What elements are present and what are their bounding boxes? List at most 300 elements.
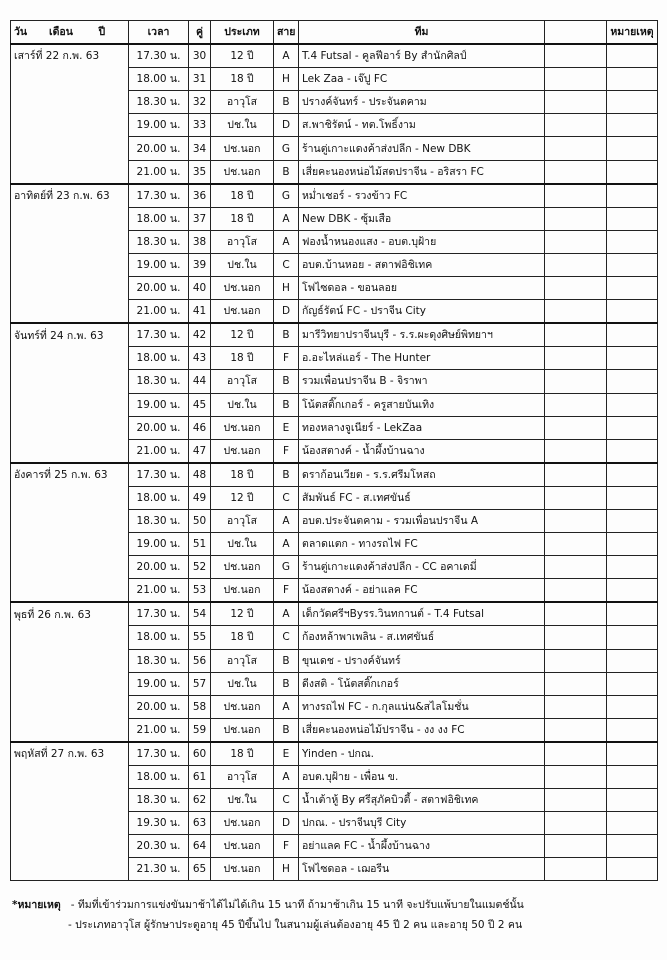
remarks-cell <box>607 626 658 649</box>
match-teams: ฟองน้ำหนองแสง - อบต.บุฝ้าย <box>299 230 545 253</box>
remarks-cell <box>607 207 658 230</box>
match-row <box>11 253 658 276</box>
blank-cell <box>545 370 607 393</box>
match-group: B <box>274 718 299 742</box>
match-row <box>11 556 658 579</box>
match-time: 17.30 น. <box>129 44 189 68</box>
match-time: 20.00 น. <box>129 416 189 439</box>
remarks-cell <box>607 137 658 160</box>
match-group: F <box>274 347 299 370</box>
day-cell-empty <box>11 533 129 556</box>
blank-cell <box>545 439 607 463</box>
match-row <box>11 91 658 114</box>
match-row <box>11 695 658 718</box>
blank-cell <box>545 416 607 439</box>
match-time: 18.00 น. <box>129 68 189 91</box>
match-time: 19.00 น. <box>129 114 189 137</box>
match-number: 36 <box>189 184 211 208</box>
remarks-cell <box>607 370 658 393</box>
match-row <box>11 858 658 881</box>
blank-cell <box>545 812 607 835</box>
match-time: 20.00 น. <box>129 277 189 300</box>
day-cell-empty <box>11 649 129 672</box>
note-1 <box>12 895 657 915</box>
blank-cell <box>545 789 607 812</box>
match-group: D <box>274 114 299 137</box>
match-time: 17.30 น. <box>129 742 189 766</box>
match-group: H <box>274 68 299 91</box>
day-cell-empty <box>11 626 129 649</box>
match-time: 18.30 น. <box>129 230 189 253</box>
blank-cell <box>545 91 607 114</box>
match-category: 18 ปี <box>211 184 274 208</box>
match-number: 53 <box>189 579 211 603</box>
blank-cell <box>545 626 607 649</box>
day-cell-empty <box>11 207 129 230</box>
match-number: 46 <box>189 416 211 439</box>
day-label: เสาร์ที่ 22 ก.พ. 63 <box>11 44 129 68</box>
remarks-cell <box>607 579 658 603</box>
match-number: 41 <box>189 300 211 324</box>
match-category: 18 ปี <box>211 463 274 487</box>
remarks-cell <box>607 649 658 672</box>
remarks-cell <box>607 300 658 324</box>
match-teams: ทองหลางจูเนียร์ - LekZaa <box>299 416 545 439</box>
match-category: ปช.นอก <box>211 579 274 603</box>
match-teams: ขุนเดช - ปรางค์จันทร์ <box>299 649 545 672</box>
match-teams: น้องสตางค์ - น้ำผึ้งบ้านฉาง <box>299 439 545 463</box>
match-teams: ร้านตู่เกาะแดงค้าส่งปลีก - New DBK <box>299 137 545 160</box>
match-row <box>11 626 658 649</box>
remarks-cell <box>607 533 658 556</box>
match-row <box>11 835 658 858</box>
match-teams: Lek Zaa - เจ๊ปู FC <box>299 68 545 91</box>
match-group: F <box>274 579 299 603</box>
remarks-cell <box>607 556 658 579</box>
blank-cell <box>545 230 607 253</box>
remarks-cell <box>607 789 658 812</box>
match-number: 63 <box>189 812 211 835</box>
remarks-cell <box>607 44 658 68</box>
match-number: 42 <box>189 323 211 347</box>
day-cell-empty <box>11 300 129 324</box>
match-row <box>11 393 658 416</box>
remarks-cell <box>607 672 658 695</box>
remarks-cell <box>607 835 658 858</box>
match-group: A <box>274 230 299 253</box>
match-time: 18.00 น. <box>129 626 189 649</box>
match-number: 49 <box>189 486 211 509</box>
match-number: 64 <box>189 835 211 858</box>
remarks-cell <box>607 766 658 789</box>
match-time: 21.00 น. <box>129 579 189 603</box>
match-row <box>11 579 658 603</box>
match-category: อาวุโส <box>211 230 274 253</box>
match-number: 44 <box>189 370 211 393</box>
day-label: อาทิตย์ที่ 23 ก.พ. 63 <box>11 184 129 208</box>
match-category: ปช.ใน <box>211 789 274 812</box>
match-time: 17.30 น. <box>129 184 189 208</box>
day-cell-empty <box>11 439 129 463</box>
match-time: 18.00 น. <box>129 766 189 789</box>
match-number: 51 <box>189 533 211 556</box>
match-number: 52 <box>189 556 211 579</box>
match-category: ปช.นอก <box>211 858 274 881</box>
match-category: 18 ปี <box>211 626 274 649</box>
note-2-text: - ประเภทอาวุโส ผู้รักษาประตูอายุ 45 ปีขึ้นไป ในสนามผู้เล่นต้องอายุ 45 ปี 2 คน และอายุ 50 ปี 2 คน <box>68 919 523 931</box>
match-number: 35 <box>189 160 211 184</box>
day-cell-empty <box>11 789 129 812</box>
match-row <box>11 184 658 208</box>
match-category: อาวุโส <box>211 649 274 672</box>
remarks-cell <box>607 486 658 509</box>
match-number: 55 <box>189 626 211 649</box>
match-row <box>11 533 658 556</box>
day-cell-empty <box>11 579 129 603</box>
match-row <box>11 672 658 695</box>
match-group: D <box>274 300 299 324</box>
match-time: 19.30 น. <box>129 812 189 835</box>
match-number: 32 <box>189 91 211 114</box>
match-teams: โฟไซดอล - ขอนลอย <box>299 277 545 300</box>
blank-cell <box>545 556 607 579</box>
match-time: 18.30 น. <box>129 649 189 672</box>
day-cell-empty <box>11 858 129 881</box>
match-row <box>11 230 658 253</box>
match-group: A <box>274 509 299 532</box>
match-group: B <box>274 323 299 347</box>
header-day: วัน <box>14 26 28 39</box>
blank-cell <box>545 207 607 230</box>
match-teams: น้ำเต้าหู้ By ศรีสุภัคบิวตี้ - สตาฟอิชิเทค <box>299 789 545 812</box>
match-teams: ปรางค์จันทร์ - ประจันตคาม <box>299 91 545 114</box>
match-category: 18 ปี <box>211 347 274 370</box>
match-row <box>11 602 658 626</box>
day-cell-empty <box>11 718 129 742</box>
match-teams: ตลาดแตก - ทางรถไฟ FC <box>299 533 545 556</box>
blank-cell <box>545 509 607 532</box>
day-label: จันทร์ที่ 24 ก.พ. 63 <box>11 323 129 347</box>
match-category: 12 ปี <box>211 486 274 509</box>
remarks-cell <box>607 277 658 300</box>
header-day-month-year <box>11 21 129 45</box>
blank-cell <box>545 160 607 184</box>
schedule-body <box>11 44 658 881</box>
match-time: 21.00 น. <box>129 718 189 742</box>
match-group: D <box>274 812 299 835</box>
match-group: A <box>274 695 299 718</box>
match-category: 12 ปี <box>211 44 274 68</box>
match-group: A <box>274 766 299 789</box>
match-time: 21.00 น. <box>129 300 189 324</box>
match-teams: อบต.บุฝ้าย - เพื่อน ข. <box>299 766 545 789</box>
match-number: 37 <box>189 207 211 230</box>
match-row <box>11 277 658 300</box>
match-time: 20.00 น. <box>129 556 189 579</box>
match-number: 38 <box>189 230 211 253</box>
match-category: ปช.นอก <box>211 835 274 858</box>
note-label: *หมายเหตุ <box>12 899 61 911</box>
day-cell-empty <box>11 137 129 160</box>
match-number: 61 <box>189 766 211 789</box>
blank-cell <box>545 184 607 208</box>
match-group: A <box>274 207 299 230</box>
match-row <box>11 649 658 672</box>
match-teams: T.4 Futsal - คูลฟีอาร์ By สำนักศิลป์ <box>299 44 545 68</box>
match-teams: อบต.ประจันตคาม - รวมเพื่อนปราจีน A <box>299 509 545 532</box>
match-row <box>11 323 658 347</box>
remarks-cell <box>607 718 658 742</box>
day-cell-empty <box>11 370 129 393</box>
match-category: 18 ปี <box>211 68 274 91</box>
remarks-cell <box>607 439 658 463</box>
remarks-cell <box>607 160 658 184</box>
match-category: ปช.นอก <box>211 160 274 184</box>
day-label: พฤหัสที่ 27 ก.พ. 63 <box>11 742 129 766</box>
day-cell-empty <box>11 230 129 253</box>
blank-cell <box>545 68 607 91</box>
match-category: ปช.ใน <box>211 533 274 556</box>
match-time: 17.30 น. <box>129 323 189 347</box>
remarks-cell <box>607 323 658 347</box>
match-time: 20.00 น. <box>129 137 189 160</box>
day-cell-empty <box>11 556 129 579</box>
day-cell-empty <box>11 766 129 789</box>
match-teams: ทางรถไฟ FC - ก.กุลแน่น&สไลโมชั่น <box>299 695 545 718</box>
remarks-cell <box>607 509 658 532</box>
match-number: 39 <box>189 253 211 276</box>
match-teams: สัมพันธ์ FC - ส.เทศขันธ์ <box>299 486 545 509</box>
match-time: 20.30 น. <box>129 835 189 858</box>
match-group: C <box>274 789 299 812</box>
blank-cell <box>545 347 607 370</box>
match-category: 18 ปี <box>211 207 274 230</box>
blank-cell <box>545 766 607 789</box>
match-category: อาวุโส <box>211 91 274 114</box>
match-group: B <box>274 160 299 184</box>
match-row <box>11 207 658 230</box>
match-teams: Yinden - ปกณ. <box>299 742 545 766</box>
match-teams: โน้ตสติ๊กเกอร์ - ครูสายบันเทิง <box>299 393 545 416</box>
day-cell-empty <box>11 91 129 114</box>
match-teams: ดีงสติ - โน้ตสติ๊กเกอร์ <box>299 672 545 695</box>
match-teams: อย่าแลค FC - น้ำผึ้งบ้านฉาง <box>299 835 545 858</box>
match-number: 33 <box>189 114 211 137</box>
blank-cell <box>545 579 607 603</box>
match-category: 12 ปี <box>211 602 274 626</box>
match-row <box>11 44 658 68</box>
note-1-text: - ทีมที่เข้าร่วมการแข่งขันมาช้าได้ไม่ได้เกิน 15 นาที ถ้ามาช้าเกิน 15 นาที จะปรับแพ้บายในแมตช์นั้น <box>70 899 524 911</box>
match-row <box>11 370 658 393</box>
match-time: 17.30 น. <box>129 463 189 487</box>
match-time: 21.30 น. <box>129 858 189 881</box>
match-time: 17.30 น. <box>129 602 189 626</box>
match-time: 19.00 น. <box>129 253 189 276</box>
remarks-cell <box>607 184 658 208</box>
blank-cell <box>545 253 607 276</box>
blank-cell <box>545 277 607 300</box>
day-cell-empty <box>11 253 129 276</box>
match-number: 65 <box>189 858 211 881</box>
match-group: B <box>274 393 299 416</box>
blank-cell <box>545 858 607 881</box>
match-number: 56 <box>189 649 211 672</box>
match-teams: ปกณ. - ปราจีนบุรี City <box>299 812 545 835</box>
match-time: 18.00 น. <box>129 347 189 370</box>
match-number: 59 <box>189 718 211 742</box>
header-time: เวลา <box>129 21 189 45</box>
match-category: ปช.ใน <box>211 672 274 695</box>
match-category: ปช.ใน <box>211 393 274 416</box>
day-cell-empty <box>11 277 129 300</box>
day-cell-empty <box>11 486 129 509</box>
day-cell-empty <box>11 114 129 137</box>
header-month: เดือน <box>49 26 73 39</box>
match-category: อาวุโส <box>211 766 274 789</box>
blank-cell <box>545 835 607 858</box>
match-number: 58 <box>189 695 211 718</box>
match-number: 31 <box>189 68 211 91</box>
match-number: 48 <box>189 463 211 487</box>
match-row <box>11 439 658 463</box>
match-teams: ดราก้อนเวียต - ร.ร.ศรีมโหสถ <box>299 463 545 487</box>
remarks-cell <box>607 858 658 881</box>
match-time: 18.30 น. <box>129 509 189 532</box>
match-teams: น้องสตางค์ - อย่าแลค FC <box>299 579 545 603</box>
match-category: อาวุโส <box>211 509 274 532</box>
match-group: C <box>274 253 299 276</box>
match-number: 34 <box>189 137 211 160</box>
day-cell-empty <box>11 672 129 695</box>
match-teams: ก้องหล้าพาเพลิน - ส.เทศขันธ์ <box>299 626 545 649</box>
remarks-cell <box>607 742 658 766</box>
match-time: 21.00 น. <box>129 160 189 184</box>
table-header-row <box>11 21 658 45</box>
match-teams: โฟไซดอล - เฌอรีน <box>299 858 545 881</box>
header-group: สาย <box>274 21 299 45</box>
match-category: ปช.ใน <box>211 253 274 276</box>
match-category: ปช.นอก <box>211 439 274 463</box>
match-time: 18.30 น. <box>129 91 189 114</box>
remarks-cell <box>607 230 658 253</box>
blank-cell <box>545 718 607 742</box>
day-cell-empty <box>11 835 129 858</box>
match-group: G <box>274 184 299 208</box>
match-time: 18.00 น. <box>129 207 189 230</box>
match-number: 54 <box>189 602 211 626</box>
match-teams: รวมเพื่อนปราจีน B - จิราพา <box>299 370 545 393</box>
match-group: E <box>274 742 299 766</box>
match-teams: อ.อะไหล่แอร์ - The Hunter <box>299 347 545 370</box>
blank-cell <box>545 672 607 695</box>
match-row <box>11 160 658 184</box>
blank-cell <box>545 114 607 137</box>
remarks-cell <box>607 463 658 487</box>
match-row <box>11 742 658 766</box>
match-row <box>11 416 658 439</box>
remarks-cell <box>607 416 658 439</box>
blank-cell <box>545 393 607 416</box>
blank-cell <box>545 602 607 626</box>
remarks-cell <box>607 393 658 416</box>
match-number: 60 <box>189 742 211 766</box>
blank-cell <box>545 463 607 487</box>
match-row <box>11 300 658 324</box>
match-group: A <box>274 44 299 68</box>
match-group: F <box>274 835 299 858</box>
match-number: 40 <box>189 277 211 300</box>
match-category: 12 ปี <box>211 323 274 347</box>
match-group: E <box>274 416 299 439</box>
blank-cell <box>545 300 607 324</box>
match-row <box>11 789 658 812</box>
match-teams: กัญธ์รัตน์ FC - ปราจีน City <box>299 300 545 324</box>
remarks-cell <box>607 602 658 626</box>
blank-cell <box>545 137 607 160</box>
note-2 <box>12 915 657 935</box>
match-category: ปช.นอก <box>211 416 274 439</box>
match-group: B <box>274 370 299 393</box>
header-category: ประเภท <box>211 21 274 45</box>
match-number: 30 <box>189 44 211 68</box>
match-row <box>11 486 658 509</box>
match-category: ปช.นอก <box>211 556 274 579</box>
match-row <box>11 718 658 742</box>
match-group: A <box>274 533 299 556</box>
match-category: ปช.ใน <box>211 114 274 137</box>
day-cell-empty <box>11 416 129 439</box>
match-teams: New DBK - ซุ้มเสือ <box>299 207 545 230</box>
match-group: C <box>274 486 299 509</box>
blank-cell <box>545 695 607 718</box>
match-category: ปช.นอก <box>211 300 274 324</box>
match-number: 47 <box>189 439 211 463</box>
match-number: 62 <box>189 789 211 812</box>
match-teams: เสี่ยคะนองหน่อไม้สดปราจีน - อริสรา FC <box>299 160 545 184</box>
blank-cell <box>545 742 607 766</box>
day-cell-empty <box>11 695 129 718</box>
match-group: H <box>274 277 299 300</box>
remarks-cell <box>607 347 658 370</box>
match-row <box>11 463 658 487</box>
match-time: 18.30 น. <box>129 370 189 393</box>
match-row <box>11 509 658 532</box>
match-group: B <box>274 463 299 487</box>
match-time: 20.00 น. <box>129 695 189 718</box>
match-time: 21.00 น. <box>129 439 189 463</box>
day-cell-empty <box>11 347 129 370</box>
match-number: 43 <box>189 347 211 370</box>
match-teams: มารีวิทยาปราจีนบุรี - ร.ร.ผะดุงศิษย์พิทยาฯ <box>299 323 545 347</box>
match-group: G <box>274 137 299 160</box>
remarks-cell <box>607 114 658 137</box>
match-time: 18.00 น. <box>129 486 189 509</box>
remarks-cell <box>607 253 658 276</box>
header-remarks: หมายเหตุ <box>607 21 658 45</box>
match-time: 19.00 น. <box>129 672 189 695</box>
match-time: 19.00 น. <box>129 393 189 416</box>
match-row <box>11 347 658 370</box>
remarks-cell <box>607 695 658 718</box>
header-teams: ทีม <box>299 21 545 45</box>
match-time: 19.00 น. <box>129 533 189 556</box>
match-teams: ส.พาชิรัตน์ - ทต.โพธิ์งาม <box>299 114 545 137</box>
notes-section <box>12 895 657 935</box>
blank-cell <box>545 486 607 509</box>
blank-cell <box>545 649 607 672</box>
remarks-cell <box>607 812 658 835</box>
match-category: ปช.นอก <box>211 718 274 742</box>
